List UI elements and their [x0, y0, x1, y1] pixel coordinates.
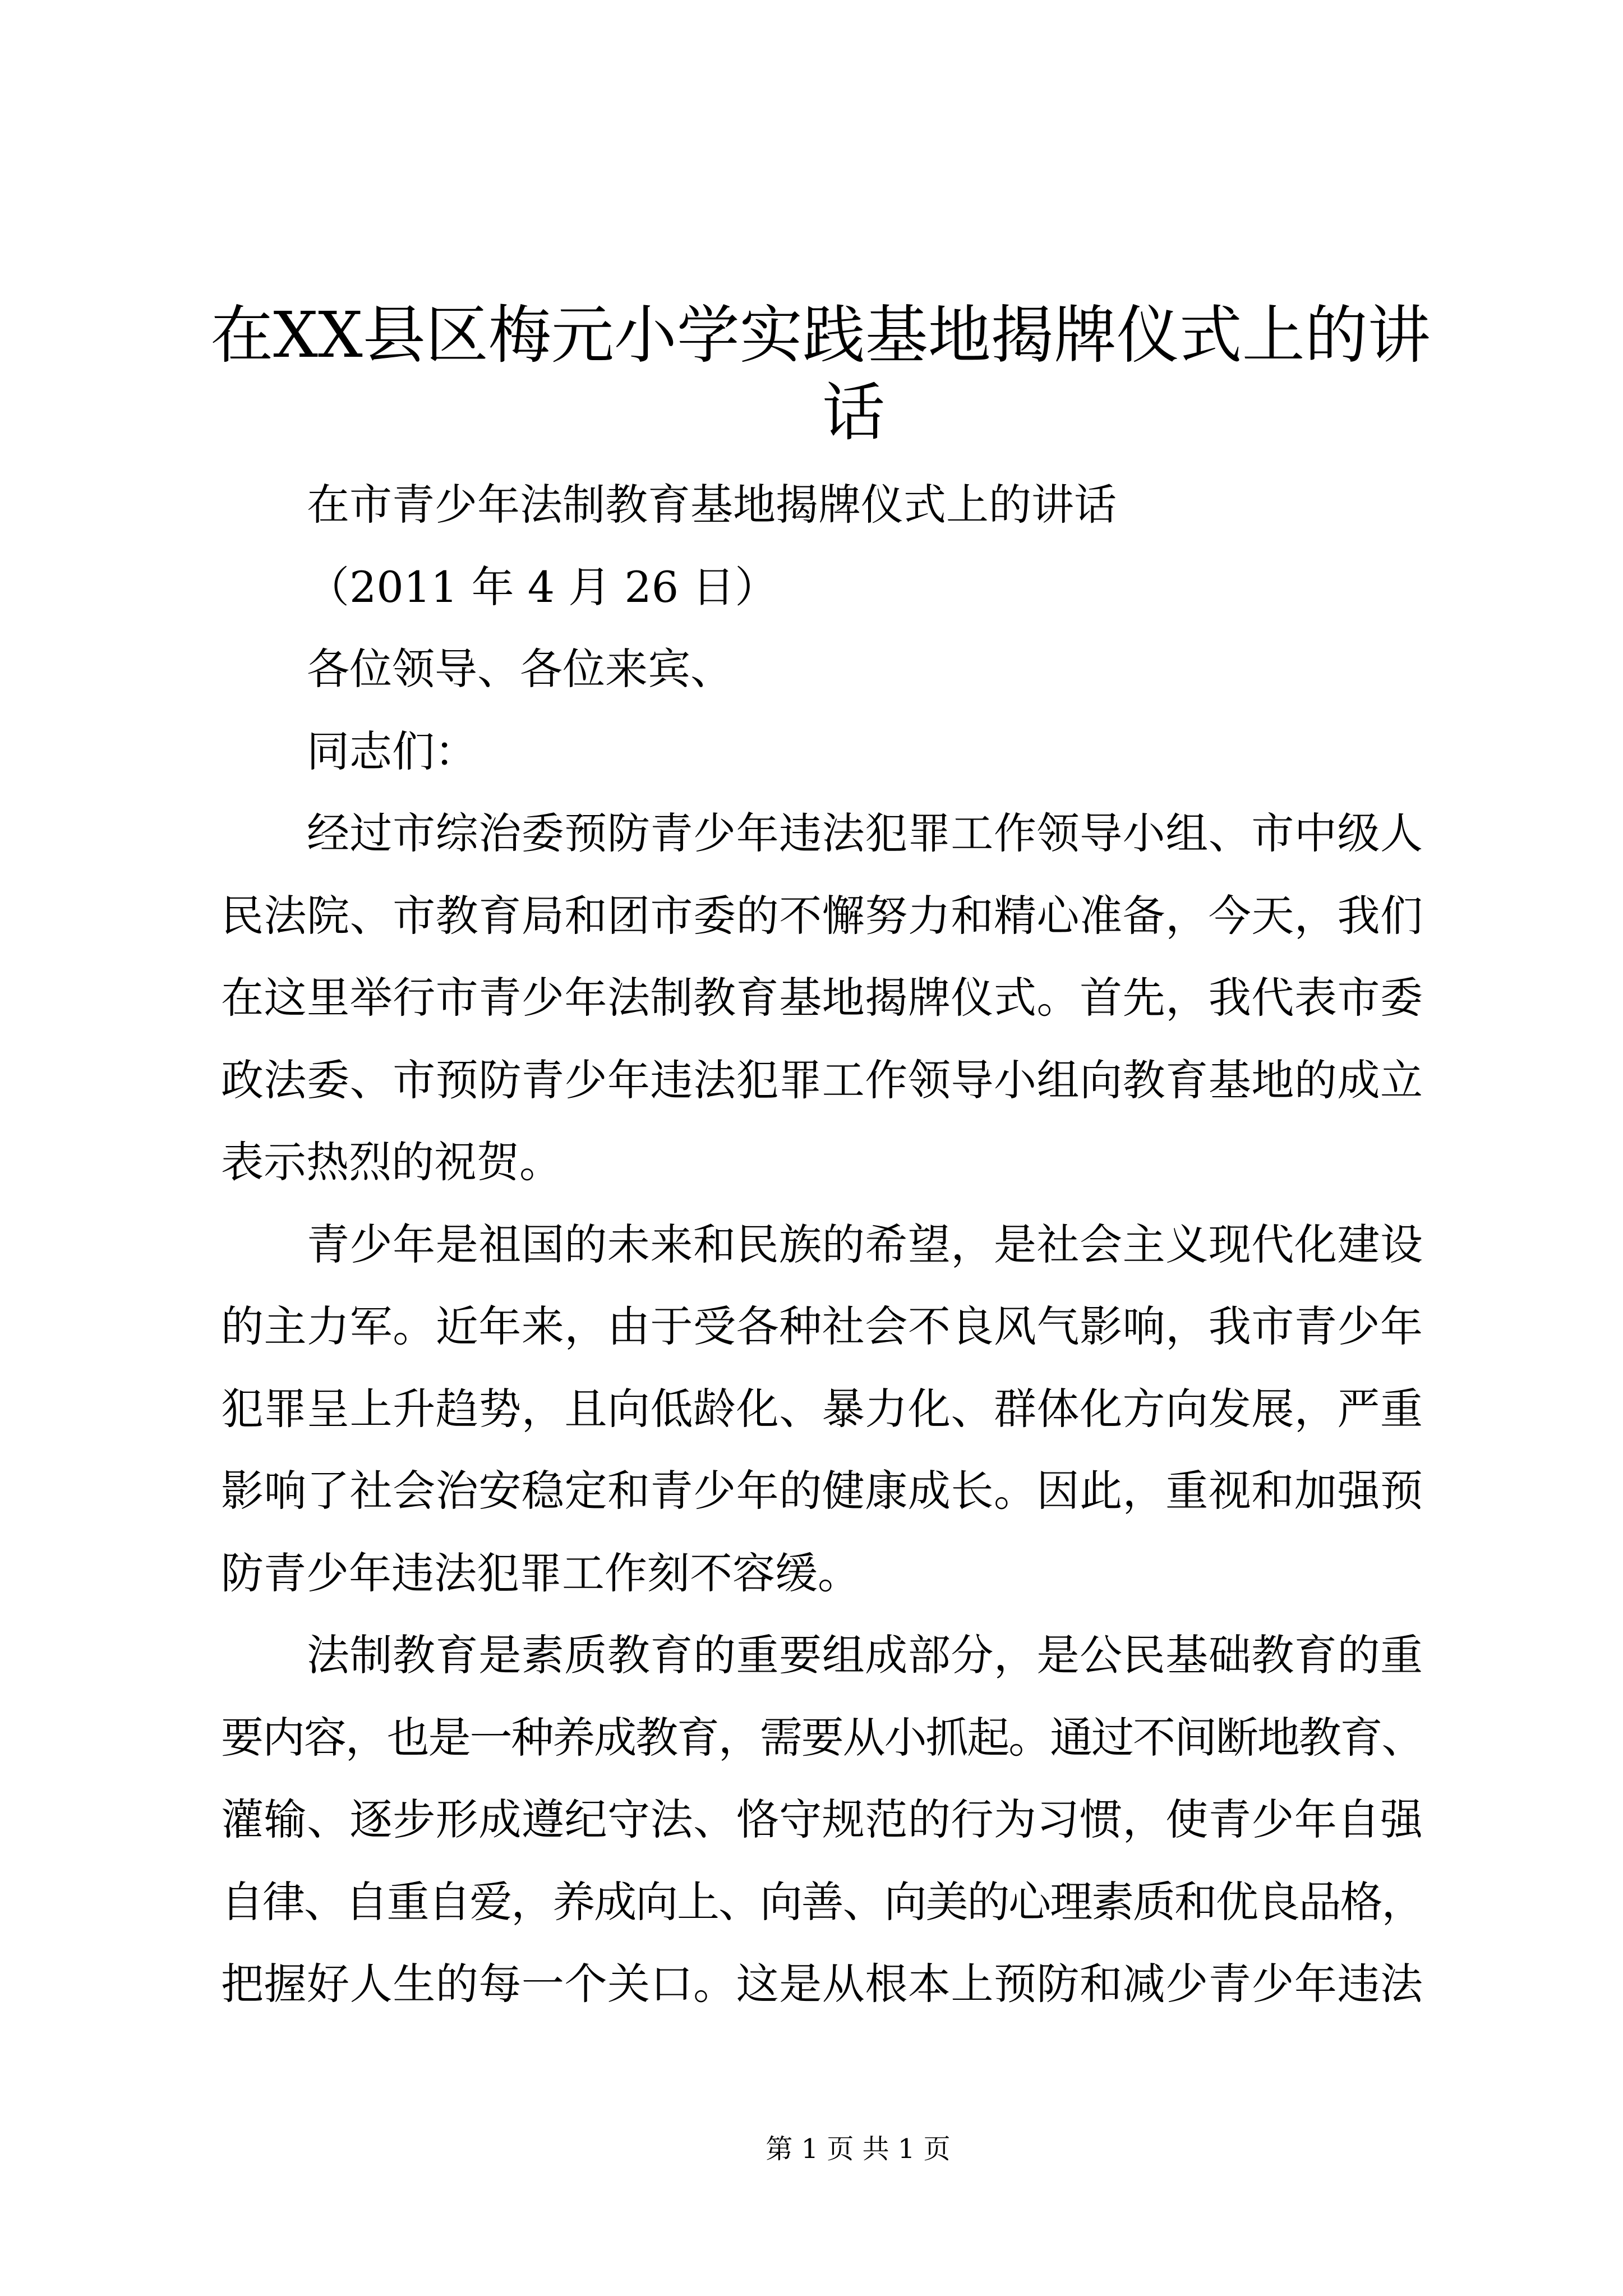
date-line: （2011 年 4 月 26 日）: [307, 562, 778, 612]
title-line: 在XX县区梅元小学实践基地揭牌仪式上的讲: [210, 299, 1431, 372]
paragraph-line: 政法委、市预防青少年违法犯罪工作领导小组向教育基地的成立: [221, 1055, 1423, 1105]
subtitle: 在市青少年法制教育基地揭牌仪式上的讲话: [307, 480, 1117, 530]
paragraph-line: 防青少年违法犯罪工作刻不容缓。: [221, 1548, 860, 1598]
page-footer: 第 1 页 共 1 页: [766, 2133, 951, 2165]
salutation: 各位领导、各位来宾、: [307, 644, 733, 694]
paragraph: [221, 793, 1423, 1204]
paragraph-line: 民法院、市教育局和团市委的不懈努力和精心准备，今天，我们: [221, 890, 1423, 941]
paragraph-line: 把握好人生的每一个关口。这是从根本上预防和减少青少年违法: [221, 1959, 1423, 2009]
paragraph-line: 自律、自重自爱，养成向上、向善、向美的心理素质和优良品格，: [221, 1876, 1423, 1927]
paragraph-line: 要内容，也是一种养成教育，需要从小抓起。通过不间断地教育、: [221, 1712, 1423, 1763]
paragraph-line: 经过市综治委预防青少年违法犯罪工作领导小组、市中级人: [307, 808, 1423, 858]
paragraph-line: 犯罪呈上升趋势，且向低龄化、暴力化、群体化方向发展，严重: [221, 1383, 1423, 1434]
title-line: 话: [822, 376, 885, 449]
paragraph-line: 青少年是祖国的未来和民族的希望，是社会主义现代化建设: [307, 1219, 1423, 1269]
paragraph-line: 的主力军。近年来，由于受各种社会不良风气影响，我市青少年: [221, 1301, 1423, 1351]
paragraph: [221, 1614, 1423, 2026]
paragraph-line: 在这里举行市青少年法制教育基地揭牌仪式。首先，我代表市委: [221, 973, 1423, 1023]
paragraph-line: 法制教育是素质教育的重要组成部分，是公民基础教育的重: [307, 1630, 1423, 1680]
paragraph-line: 灌输、逐步形成遵纪守法、恪守规范的行为习惯，使青少年自强: [221, 1795, 1423, 1844]
paragraph-line: 影响了社会治安稳定和青少年的健康成长。因此，重视和加强预: [221, 1466, 1423, 1516]
salutation: 同志们：: [307, 726, 477, 776]
document-body: [221, 464, 1423, 2026]
paragraph: [221, 1204, 1423, 1615]
paragraph-line: 表示热烈的祝贺。: [221, 1137, 562, 1187]
